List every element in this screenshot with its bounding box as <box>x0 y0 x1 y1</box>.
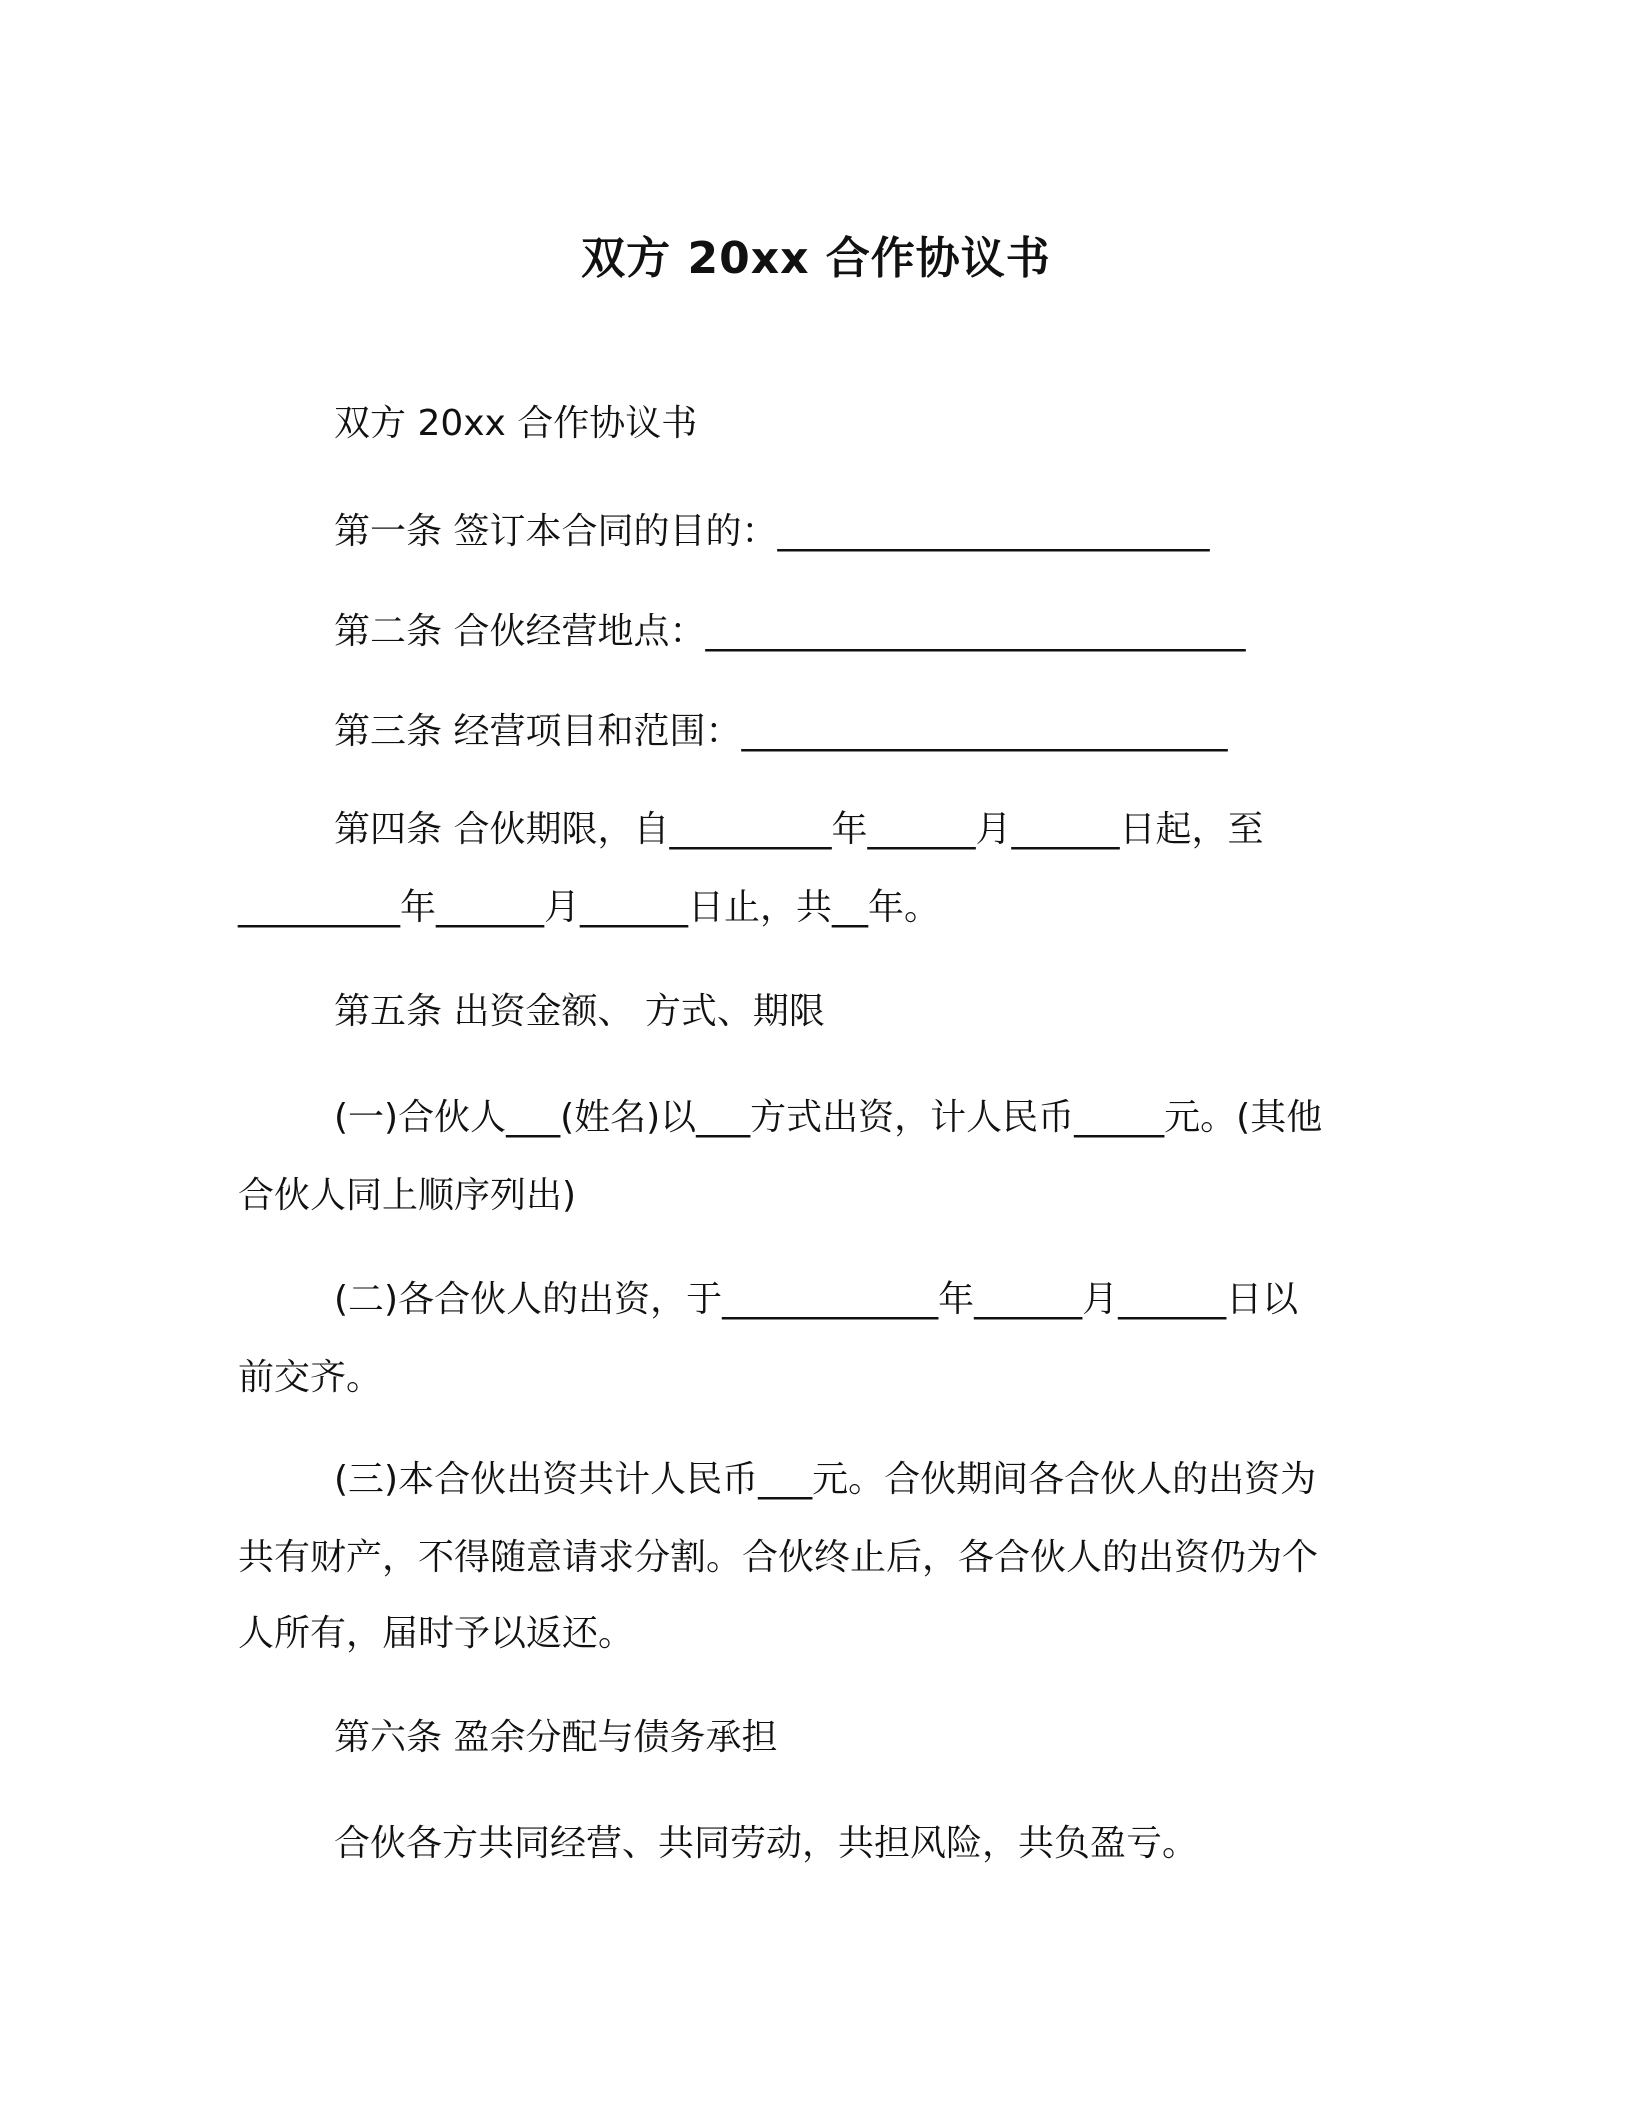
article-2: 第二条 合伙经营地点：______________________________ <box>334 611 1246 652</box>
article-1: 第一条 签订本合同的目的：________________________ <box>334 511 1210 552</box>
article-3: 第三条 经营项目和范围：___________________________ <box>334 711 1228 752</box>
clause-5-2: (二)各合伙人的出资，于____________年______月______日以 <box>334 1279 1299 1320</box>
article-6-body: 合伙各方共同经营、共同劳动，共担风险，共负盈亏。 <box>334 1823 1199 1864</box>
article-4: 第四条 合伙期限，自_________年______月______日起，至 <box>334 809 1264 850</box>
article-4-continued: _________年______月______日止，共__年。 <box>238 887 941 928</box>
clause-5-1: (一)合伙人___(姓名)以___方式出资，计人民币_____元。(其他 <box>334 1097 1323 1138</box>
clause-5-1-continued: 合伙人同上顺序列出) <box>238 1175 577 1216</box>
article-5: 第五条 出资金额、 方式、期限 <box>334 991 825 1032</box>
document-title: 双方 20xx 合作协议书 <box>581 233 1051 284</box>
clause-5-2-continued: 前交齐。 <box>238 1357 383 1398</box>
subtitle-line: 双方 20xx 合作协议书 <box>334 403 698 444</box>
article-6: 第六条 盈余分配与债务承担 <box>334 1717 778 1758</box>
clause-5-3-continued-1: 共有财产，不得随意请求分割。合伙终止后，各合伙人的出资仍为个 <box>238 1537 1319 1578</box>
clause-5-3: (三)本合伙出资共计人民币___元。合伙期间各合伙人的出资为 <box>334 1459 1317 1500</box>
clause-5-3-continued-2: 人所有，届时予以返还。 <box>238 1613 635 1654</box>
